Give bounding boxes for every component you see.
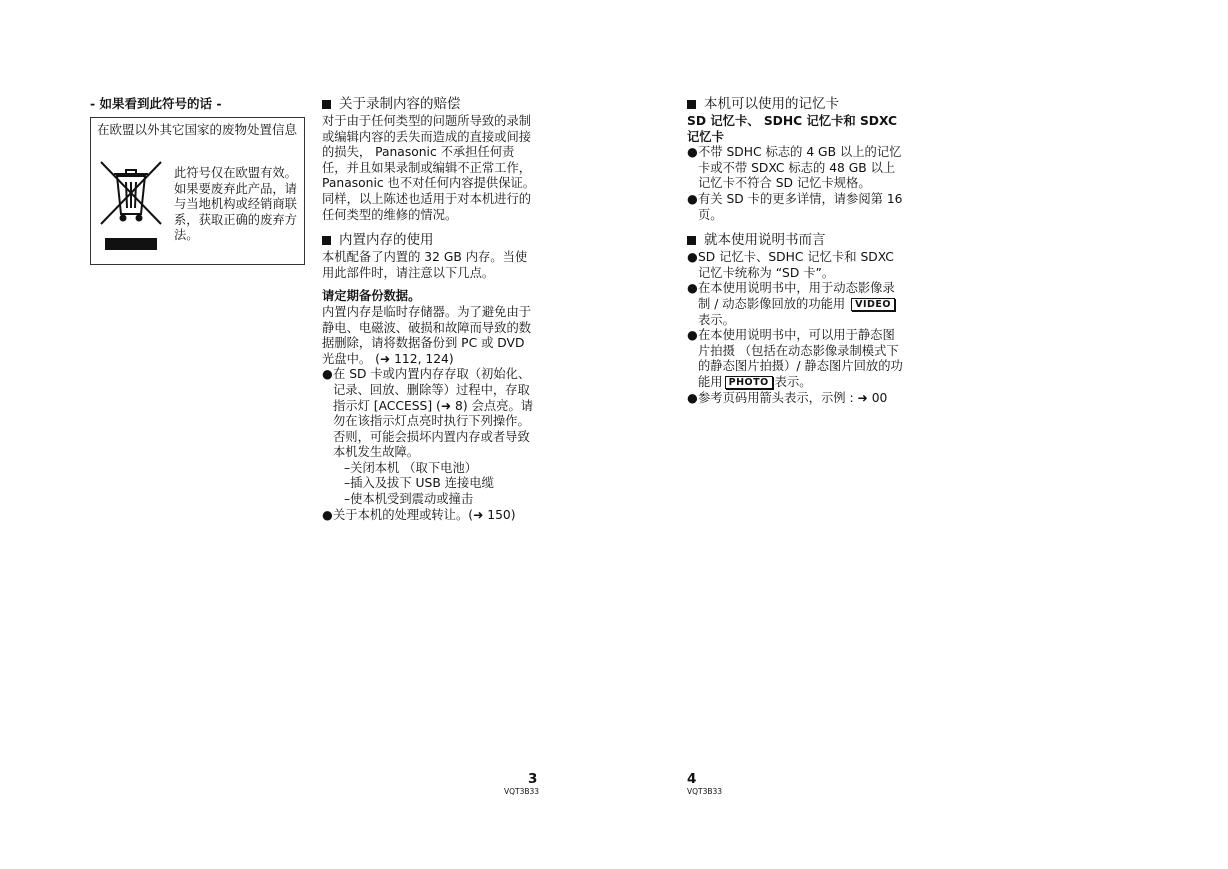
dash-item-text: 使本机受到震动或撞击 <box>350 492 474 507</box>
list-item-text: 在 SD 卡或内置内存存取（初始化、记录、回放、删除等）过程中，存取指示灯 [ACCESS] (➜ 8) 会点亮。请勿在该指示灯点亮时执行下列操作。否则，可能会损坏内置内存或者导致本机发生故障。 <box>333 367 534 460</box>
compensation-text: 对于由于任何类型的问题所导致的录制或编辑内容的丢失而造成的直接或间接的损失， Panasonic 不承担任何责任，并且如果录制或编辑不正常工作， Panasonic 也不对任何内容提供保证。同样，以上陈述也适用于对本机进行的任何类型的维修的情况。 <box>322 114 536 222</box>
list-item <box>687 250 907 281</box>
page-number-right: 4 <box>687 771 697 787</box>
disposal-info-box <box>90 117 305 265</box>
card-bullet-list <box>687 145 907 223</box>
page-code-left: VQT3B33 <box>504 787 540 796</box>
list-item-text: 在本使用说明书中，可以用于静态图片拍摄 （包括在动态影像录制模式下的静态图片拍摄）/ 静态图片回放的功能用 <box>698 328 903 389</box>
square-bullet-icon <box>322 236 331 245</box>
dash-item <box>333 492 538 508</box>
list-item-text: 关于本机的处理或转让。(➜ 150) <box>333 507 516 522</box>
list-item <box>687 391 907 407</box>
square-bullet-icon <box>687 100 696 109</box>
underline-bar <box>105 238 157 250</box>
video-mode-icon: VIDEO <box>851 298 895 311</box>
dash-glyph: – <box>344 460 351 475</box>
list-item-text: SD 记忆卡、SDHC 记忆卡和 SDXC 记忆卡统称为 “SD 卡”。 <box>698 250 894 280</box>
section-heading-text: 就本使用说明书而言 <box>704 232 826 249</box>
bullet-dot: ● <box>687 281 698 296</box>
section-heading-text: 内置内存的使用 <box>339 232 434 249</box>
square-bullet-icon <box>322 100 331 109</box>
bullet-dot: ● <box>687 145 698 160</box>
list-item <box>687 145 907 192</box>
bullet-dot: ● <box>687 390 698 405</box>
section-heading-built-in-memory <box>322 231 538 249</box>
section-heading-manual-conventions <box>687 231 907 249</box>
dash-item-text: 关闭本机 （取下电池） <box>350 460 478 475</box>
right-text-column <box>687 95 907 406</box>
dash-item-text: 插入及拔下 USB 连接电缆 <box>350 476 494 491</box>
list-item-text: 有关 SD 卡的更多详情，请参阅第 16 页。 <box>698 191 903 222</box>
convention-bullet-list <box>687 250 907 406</box>
disposal-box-text <box>174 166 299 244</box>
backup-text: 内置内存是临时存储器。为了避免由于静电、电磁波、破损和故障而导致的数据删除，请将数据备份到 PC 或 DVD 光盘中。 (➜ 112, 124) <box>322 304 532 366</box>
page-code-right: VQT3B33 <box>687 787 723 796</box>
bullet-dot: ● <box>687 250 698 265</box>
bullet-dot: ● <box>322 367 333 382</box>
list-item-text: 表示。 <box>698 312 735 327</box>
built-in-memory-text: 本机配备了内置的 32 GB 内存。当使用此部件时，请注意以下几点。 <box>322 250 528 280</box>
dispose-instruction-text: 如果要废弃此产品，请与当地机构或经销商联系，获取正确的废弃方法。 <box>174 181 297 243</box>
crossed-out-wheelie-bin-icon <box>97 158 165 228</box>
list-item-text: 表示。 <box>774 374 812 389</box>
disposal-box-title: 在欧盟以外其它国家的废物处置信息 <box>97 122 298 137</box>
memory-bullet-list <box>322 367 538 523</box>
section-heading-memory-cards <box>687 95 907 113</box>
section-heading-compensation <box>322 95 538 113</box>
left-text-column <box>322 95 538 523</box>
list-item <box>687 281 907 328</box>
list-item <box>322 367 538 507</box>
list-item <box>687 328 907 390</box>
bullet-dot: ● <box>687 328 698 343</box>
dash-glyph: – <box>344 476 351 491</box>
section-heading-text: 本机可以使用的记忆卡 <box>704 96 839 112</box>
backup-subheading: 请定期备份数据。 <box>322 289 421 304</box>
card-types-subheading: SD 记忆卡、 SDHC 记忆卡和 SDXC 记忆卡 <box>687 114 898 144</box>
bullet-dot: ● <box>322 507 333 522</box>
square-bullet-icon <box>687 236 696 245</box>
eu-only-text: 此符号仅在欧盟有效。 <box>174 166 297 180</box>
page-number-left: 3 <box>528 771 538 787</box>
list-item-text: 不带 SDHC 标志的 4 GB 以上的记忆卡或不带 SDXC 标志的 48 GB 以上记忆卡不符合 SD 记忆卡规格。 <box>698 145 902 191</box>
dash-glyph: – <box>344 492 351 507</box>
bullet-dot: ● <box>687 191 698 206</box>
list-item <box>322 508 538 524</box>
section-heading-text: 关于录制内容的赔偿 <box>339 96 461 112</box>
photo-mode-icon: PHOTO <box>725 376 773 389</box>
dash-item <box>333 461 538 477</box>
list-item <box>687 192 907 223</box>
dash-item <box>333 476 538 492</box>
list-item-text: 在本使用说明书中，用于动态影像录制 / 动态影像回放的功能用 <box>698 281 895 311</box>
list-item-text: 参考页码用箭头表示，示例 : ➜ 00 <box>698 390 888 405</box>
symbol-heading: - 如果看到此符号的话 - <box>90 96 222 111</box>
